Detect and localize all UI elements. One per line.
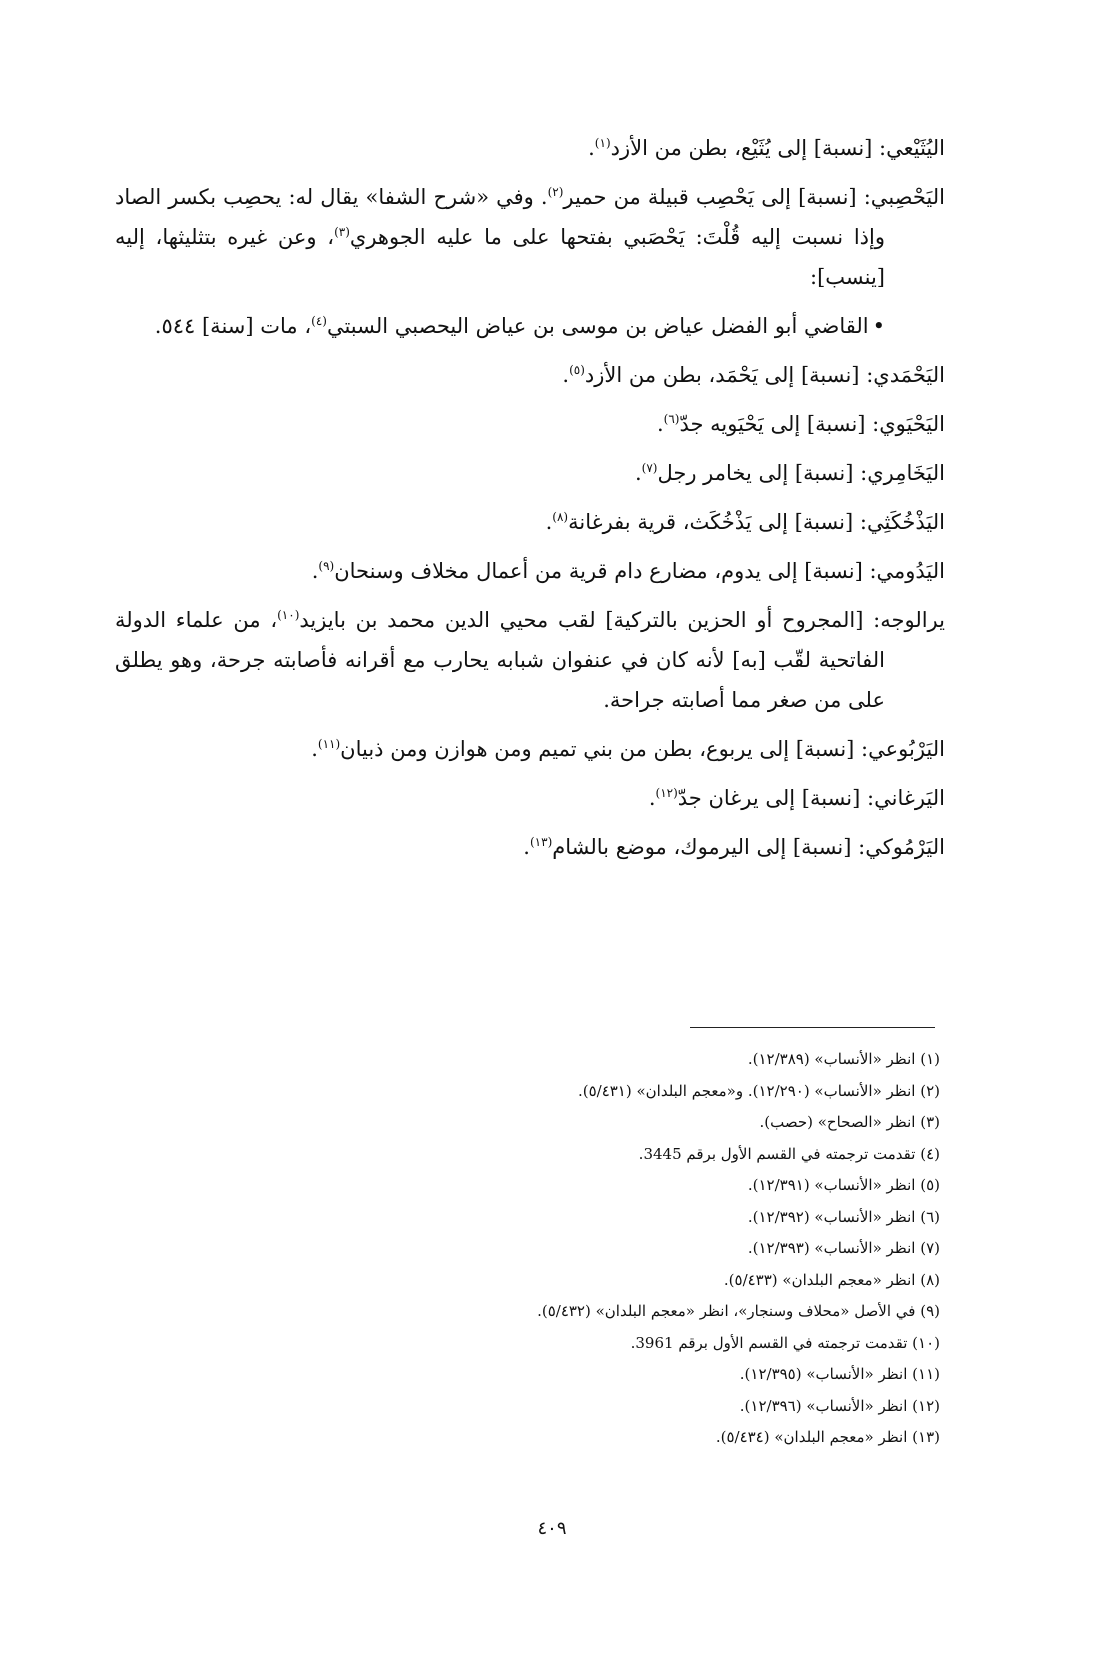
footnote-3: (٣) انظر «الصحاح» (حصب). [759, 1113, 940, 1131]
entry-head: اليَحْمَدي: [866, 363, 945, 387]
entry-tail: . [562, 363, 570, 387]
entry-text: القاضي أبو الفضل عياض بن موسى بن عياض اليحصبي السبتي [326, 314, 869, 338]
footnote-ref[interactable]: (٥) [569, 363, 585, 377]
entry-text: [نسبة] إلى يَذْخُكَث، قرية بفرغانة [568, 510, 860, 534]
entry-head: اليَحْيَوي: [872, 412, 945, 436]
entry-tail: . [311, 737, 318, 761]
entry-yahmadi [115, 355, 945, 395]
footnote-ref[interactable]: (١٠) [277, 608, 300, 622]
entry-yarmuki [115, 827, 945, 867]
entry-text: [نسبة] إلى يربوع، بطن من بني تميم ومن هوازن ومن ذبيان [340, 737, 862, 761]
entry-yaralwajh [115, 600, 945, 720]
entry-text: [نسبة] إلى يخامر رجل [657, 461, 861, 485]
entry-text: [نسبة] إلى يرغان جدّ [677, 786, 868, 810]
entry-tail: ، من علماء الدولة الفاتحية لقّب [به] لأنه كان في عنفوان شبابه يحارب مع أقرانه فأصابته جرحة، وهو يطلق على من صغر مما أصابته جراحة. [115, 608, 885, 712]
footnote-11: (١١) انظر «الأنساب» (١٢/٣٩٥). [739, 1365, 940, 1383]
entry-text: [نسبة] إلى اليرموك، موضع بالشام [552, 835, 859, 859]
entry-yarghani [115, 778, 945, 818]
footnote-ref[interactable]: (٧) [641, 461, 658, 475]
footnote-6: (٦) انظر «الأنساب» (١٢/٣٩٢). [747, 1207, 940, 1226]
footnote-4: (٤) تقدمت ترجمته في القسم الأول برقم 3445. [638, 1144, 940, 1163]
footnote-5: (٥) انظر «الأنساب» (١٢/٣٩١). [747, 1176, 940, 1194]
footnote-7: (٧) انظر «الأنساب» (١٢/٣٩٣). [747, 1239, 940, 1257]
entry-yahyawi [115, 404, 945, 444]
entry-yakhamiri [115, 453, 945, 493]
entry-qadi-iyad [115, 306, 945, 346]
footnote-ref[interactable]: (٦) [663, 412, 680, 426]
entry-yadhkhukathi [115, 502, 945, 542]
footnote-ref[interactable]: (٣) [334, 225, 350, 239]
entry-text: [نسبة] إلى يَحْيَويه جدّ [679, 412, 873, 436]
entry-head: اليَدُومي: [869, 559, 945, 583]
footnote-ref[interactable]: (٩) [318, 559, 335, 573]
entry-yadumi [115, 551, 945, 591]
footnote-13: (١٣) انظر «معجم البلدان» (٥/٤٣٤). [715, 1428, 940, 1446]
footnote-ref[interactable]: (٢) [547, 185, 564, 199]
footnote-ref[interactable]: (١١) [317, 737, 341, 751]
footnote-ref[interactable]: (١) [594, 136, 611, 150]
footnote-ref[interactable]: (١٢) [655, 786, 678, 800]
bullet-mark: • [872, 314, 885, 338]
entry-tail: . [634, 461, 642, 485]
footnote-ref[interactable]: (١٣) [529, 835, 553, 849]
entry-text: [المجروح أو الحزين بالتركية] لقب محيي الدين محمد بن بايزيد [299, 608, 874, 632]
entry-text: [نسبة] إلى يدوم، مضارع دام قرية من أعمال مخلاف وسنحان [334, 559, 870, 583]
entry-tail: ، مات [سنة] ٥٤٤. [154, 314, 312, 338]
entry-head: اليَرْمُوكي: [858, 835, 945, 859]
entry-tail: . [648, 786, 656, 810]
footnote-12: (١٢) انظر «الأنساب» (١٢/٣٩٦). [739, 1396, 940, 1415]
footnote-2: (٢) انظر «الأنساب» (١٢/٢٩٠). و«معجم البلدان» (٥/٤٣١). [577, 1081, 940, 1100]
entry-yahsibi [115, 177, 945, 297]
footnote-ref[interactable]: (٨) [552, 510, 569, 524]
entry-tail: . [588, 136, 595, 160]
footnote-8: (٨) انظر «معجم البلدان» (٥/٤٣٣). [723, 1270, 940, 1289]
entry-tail: ، وعن غيره بتثليثها، إليه [ينسب]: [115, 225, 885, 289]
entry-tail: . [523, 835, 530, 859]
entry-head: اليُثَيْعي: [879, 136, 945, 160]
entry-text: [نسبة] إلى يُثَيْع، بطن من الأزد [610, 136, 880, 160]
footnotes [200, 1044, 940, 1454]
entry-tail: . [656, 412, 664, 436]
entry-head: اليَرْبُوعي: [861, 737, 945, 761]
entry-head: اليَذْخُكَثِي: [859, 510, 945, 534]
footnote-10: (١٠) تقدمت ترجمته في القسم الأول برقم 3961. [630, 1333, 940, 1352]
footnote-1: (١) انظر «الأنساب» (١٢/٣٨٩). [747, 1050, 940, 1068]
footnote-9: (٩) في الأصل «محلاف وسنجار»، انظر «معجم البلدان» (٥/٤٣٢). [537, 1302, 940, 1320]
entry-head: يرالوجه: [873, 608, 945, 632]
entry-tail: . وفي «شرح الشفا» يقال له: يحصِب بكسر الصاد وإذا نسبت إليه قُلْتَ: يَحْصَبي بفتحها على ما عليه الجوهري [115, 185, 885, 249]
entry-head: اليَخَامِري: [860, 461, 945, 485]
footnote-divider [690, 1027, 935, 1028]
entry-text: [نسبة] إلى يَحْمَد، بطن من الأزد [584, 363, 867, 387]
entry-head: اليَرغاني: [867, 786, 945, 810]
footnote-ref[interactable]: (٤) [311, 314, 327, 328]
entry-tail: . [311, 559, 319, 583]
main-text [115, 128, 945, 876]
entry-yuthayi [115, 128, 945, 168]
entry-yarbui [115, 729, 945, 769]
entry-head: اليَحْصِبي: [863, 185, 945, 209]
entry-tail: . [545, 510, 553, 534]
entry-text: [نسبة] إلى يَحْصِب قبيلة من حمير [563, 185, 864, 209]
page-number: ٤٠٩ [537, 1518, 567, 1539]
